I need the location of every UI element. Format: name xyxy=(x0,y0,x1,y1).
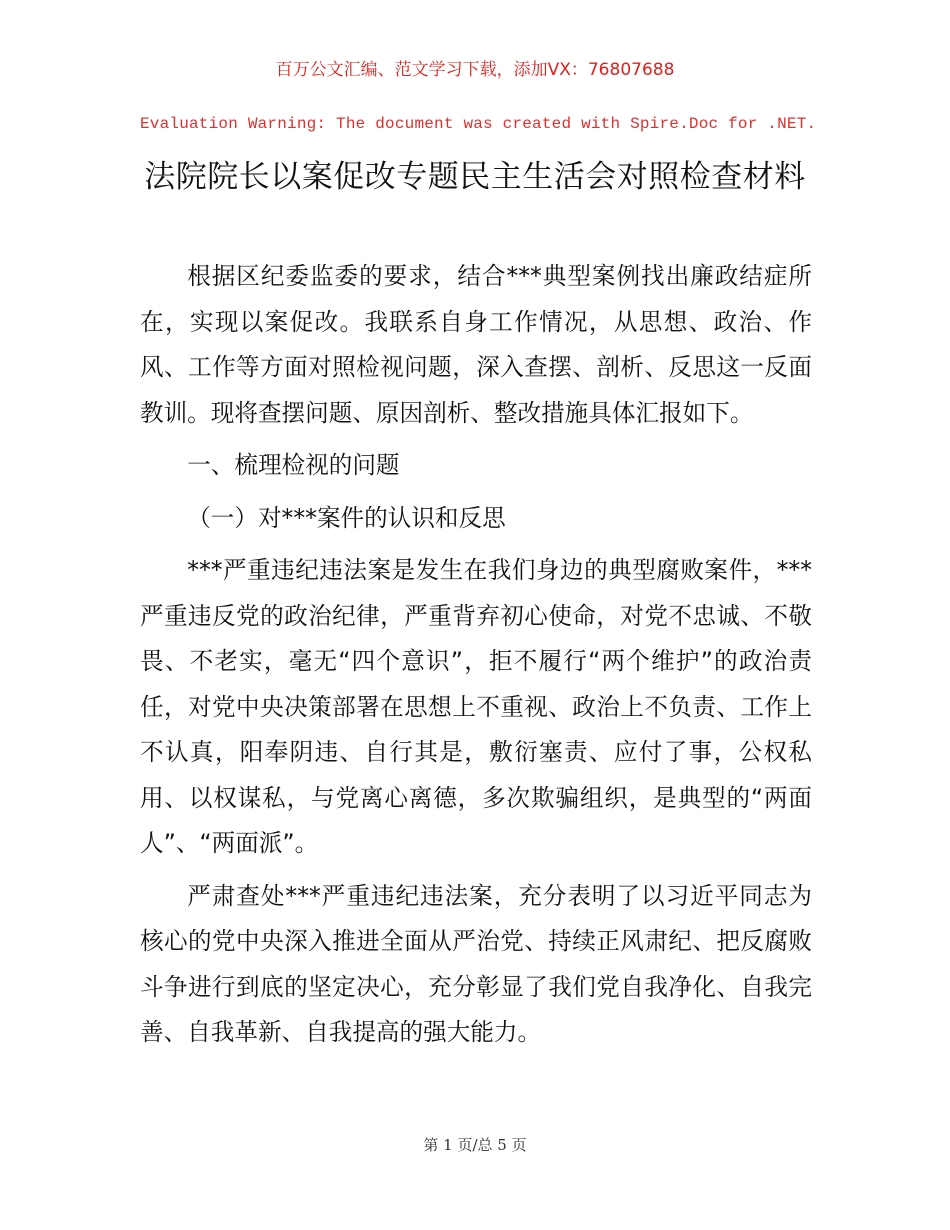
evaluation-warning: Evaluation Warning: The document was created with Spire.Doc for .NET. xyxy=(140,115,817,133)
promo-banner: 百万公文汇编、范文学习下载，添加VX：76807688 xyxy=(275,60,675,80)
document-title: 法院院长以案促改专题民主生活会对照检查材料 xyxy=(144,159,806,195)
section-heading-1: 一、梳理检视的问题 xyxy=(187,451,400,479)
subsection-heading-1: （一）对***案件的认识和反思 xyxy=(187,503,506,532)
page-indicator: 第 1 页/总 5 页 xyxy=(423,1136,527,1154)
paragraph-intro: 根据区纪委监委的要求，结合***典型案例找出廉政结症所在，实现以案促改。我联系自身工作情况，从思想、政治、作风、工作等方面对照检视问题，深入查摆、剖析、反思这一反面教训。现将查摆问题、原因剖析、整改措施具体汇报如下。 xyxy=(140,262,812,427)
document-body xyxy=(140,254,812,1063)
paragraph-case-analysis: ***严重违纪违法案是发生在我们身边的典型腐败案件，***严重违反党的政治纪律，严重背弃初心使命，对党不忠诚、不敬畏、不老实，毫无“四个意识”，拒不履行“两个维护”的政治责任，对党中央决策部署在思想上不重视、政治上不负责、工作上不认真，阳奉阴违、自行其是，敷衍塞责、应付了事，公权私用、以权谋私，与党离心离德，多次欺骗组织，是典型的“两面人”、“两面派”。 xyxy=(140,556,812,857)
paragraph-significance: 严肃查处***严重违纪违法案，充分表明了以习近平同志为核心的党中央深入推进全面从严治党、持续正风肃纪、把反腐败斗争进行到底的坚定决心，充分彰显了我们党自我净化、自我完善、自我革新、自我提高的强大能力。 xyxy=(140,881,812,1046)
